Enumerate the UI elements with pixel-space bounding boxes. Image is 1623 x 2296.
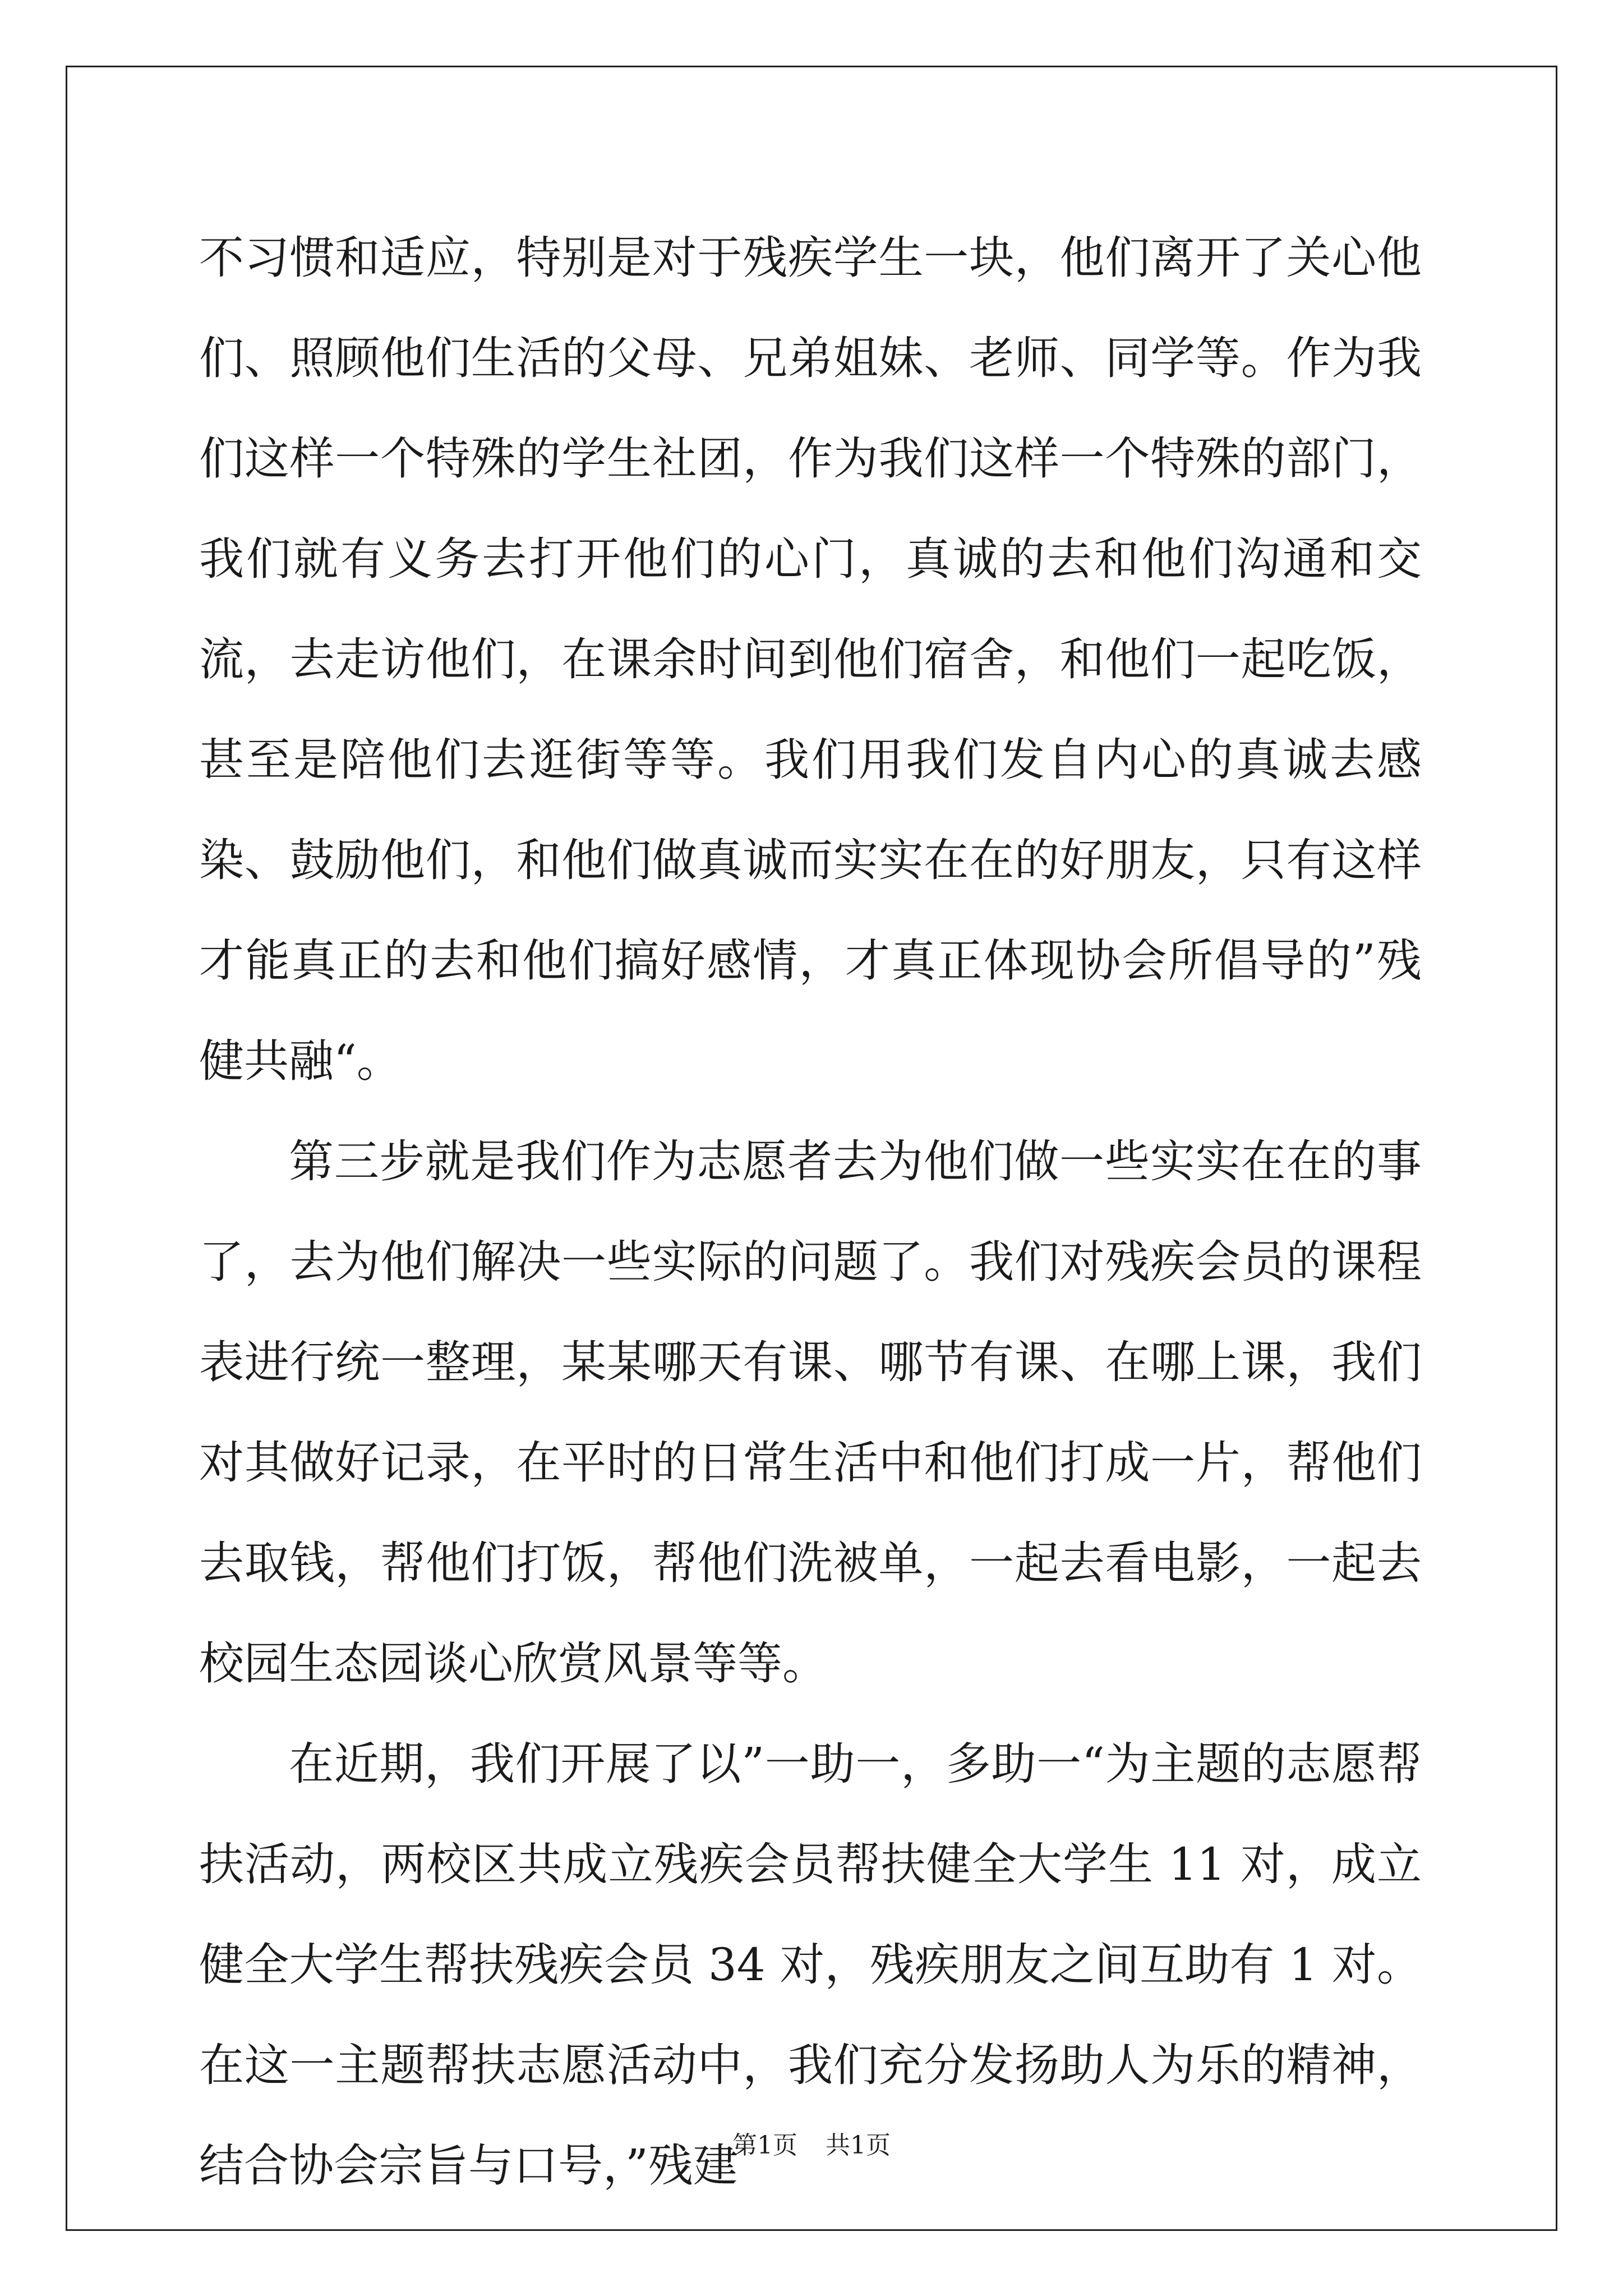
document-body <box>199 208 1422 2216</box>
page-number-total: 共1页 <box>826 2131 891 2160</box>
page-footer <box>0 2129 1623 2162</box>
paragraph-2: 第三步就是我们作为志愿者去为他们做一些实实在在的事了，去为他们解决一些实际的问题了。我们对残疾会员的课程表进行统一整理，某某哪天有课、哪节有课、在哪上课，我们对其做好记录，在平时的日常生活中和他们打成一片，帮他们去取钱，帮他们打饭，帮他们洗被单，一起去看电影，一起去校园生态园谈心欣赏风景等等。 <box>199 1135 1422 1690</box>
paragraph-3: 在近期，我们开展了以”一助一，多助一“为主题的志愿帮扶活动，两校区共成立残疾会员帮扶健全大学生 11 对，成立健全大学生帮扶残疾会员 34 对，残疾朋友之间互助有 1 对。在这一主题帮扶志愿活动中，我们充分发扬助人为乐的精神，结合协会宗旨与口号，”残建 <box>199 1738 1422 2192</box>
page-number-current: 第1页 <box>732 2131 797 2160</box>
paragraph-1: 不习惯和适应，特别是对于残疾学生一块，他们离开了关心他们、照顾他们生活的父母、兄弟姐妹、老师、同学等。作为我们这样一个特殊的学生社团，作为我们这样一个特殊的部门，我们就有义务去打开他们的心门，真诚的去和他们沟通和交流，去走访他们，在课余时间到他们宿舍，和他们一起吃饭，甚至是陪他们去逛街等等。我们用我们发自内心的真诚去感染、鼓励他们，和他们做真诚而实实在在的好朋友，只有这样才能真正的去和他们搞好感情，才真正体现协会所倡导的”残健共融“。 <box>199 232 1422 1087</box>
